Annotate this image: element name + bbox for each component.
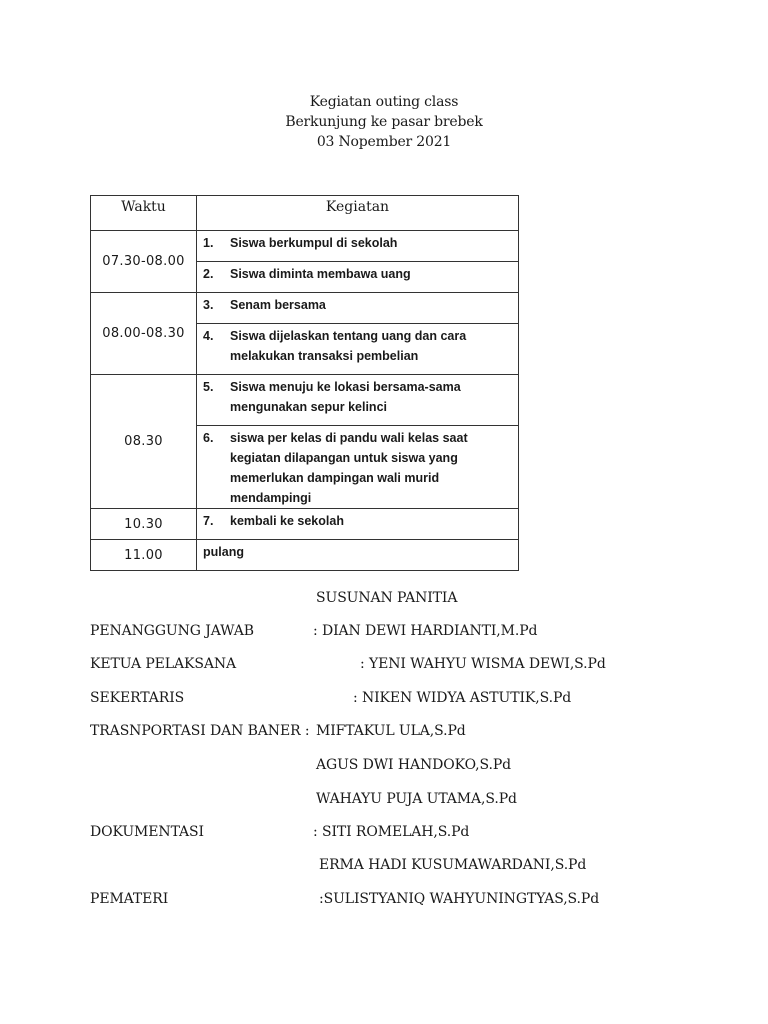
header-waktu: Waktu — [91, 196, 197, 231]
committee-role: PENANGGUNG JAWAB — [90, 623, 254, 639]
activity-text: kembali ke sekolah — [230, 514, 344, 528]
activity-number: 6. — [203, 431, 214, 445]
committee-role: KETUA PELAKSANA — [90, 656, 237, 672]
activity-text: siswa per kelas di pandu wali kelas saat kegiatan dilapangan untuk siswa yang memerlukan dampingan wali murid mendampingi — [230, 431, 468, 505]
committee-role: SEKERTARIS — [90, 690, 185, 706]
committee-member: ERMA HADI KUSUMAWARDANI,S.Pd — [319, 857, 587, 873]
committee-member: MIFTAKUL ULA,S.Pd — [316, 723, 466, 739]
activity-text: Siswa menuju ke lokasi bersama-sama mengunakan sepur kelinci — [230, 380, 461, 414]
committee-member: : DIAN DEWI HARDIANTI,M.Pd — [313, 623, 538, 639]
activity-text: Siswa berkumpul di sekolah — [230, 236, 398, 250]
committee-role: TRASNPORTASI DAN BANER : — [90, 723, 310, 739]
committee-member: WAHAYU PUJA UTAMA,S.Pd — [316, 791, 517, 807]
doc-date: 03 Nopember 2021 — [316, 134, 452, 150]
committee-member: : SITI ROMELAH,S.Pd — [313, 824, 470, 840]
time-cell: 08.30 — [91, 375, 197, 509]
activity-text: Senam bersama — [230, 298, 326, 312]
committee-member: AGUS DWI HANDOKO,S.Pd — [316, 757, 512, 773]
activity-number: 1. — [203, 236, 214, 250]
committee-member: : YENI WAHYU WISMA DEWI,S.Pd — [360, 656, 606, 672]
activity-number: 7. — [203, 514, 214, 528]
activity-text: Siswa dijelaskan tentang uang dan cara melakukan transaksi pembelian — [230, 329, 467, 363]
time-cell: 08.00-08.30 — [91, 293, 197, 375]
activity-number: 3. — [203, 298, 214, 312]
committee-role: DOKUMENTASI — [90, 824, 204, 840]
activity-number: 2. — [203, 267, 214, 281]
committee-member: : NIKEN WIDYA ASTUTIK,S.Pd — [353, 690, 572, 706]
time-cell: 10.30 — [91, 509, 197, 540]
time-cell: 07.30-08.00 — [91, 231, 197, 293]
doc-title: Kegiatan outing class — [309, 94, 459, 110]
committee-title: SUSUNAN PANITIA — [316, 590, 458, 606]
activity-number: 4. — [203, 329, 214, 343]
time-cell: 11.00 — [91, 540, 197, 571]
doc-subtitle: Berkunjung ke pasar brebek — [285, 114, 483, 130]
activity-text: Siswa diminta membawa uang — [230, 267, 411, 281]
committee-member: :SULISTYANIQ WAHYUNINGTYAS,S.Pd — [319, 891, 600, 907]
header-kegiatan: Kegiatan — [197, 196, 519, 231]
committee-role: PEMATERI — [90, 891, 169, 907]
activity-text: pulang — [203, 545, 244, 559]
activity-number: 5. — [203, 380, 214, 394]
